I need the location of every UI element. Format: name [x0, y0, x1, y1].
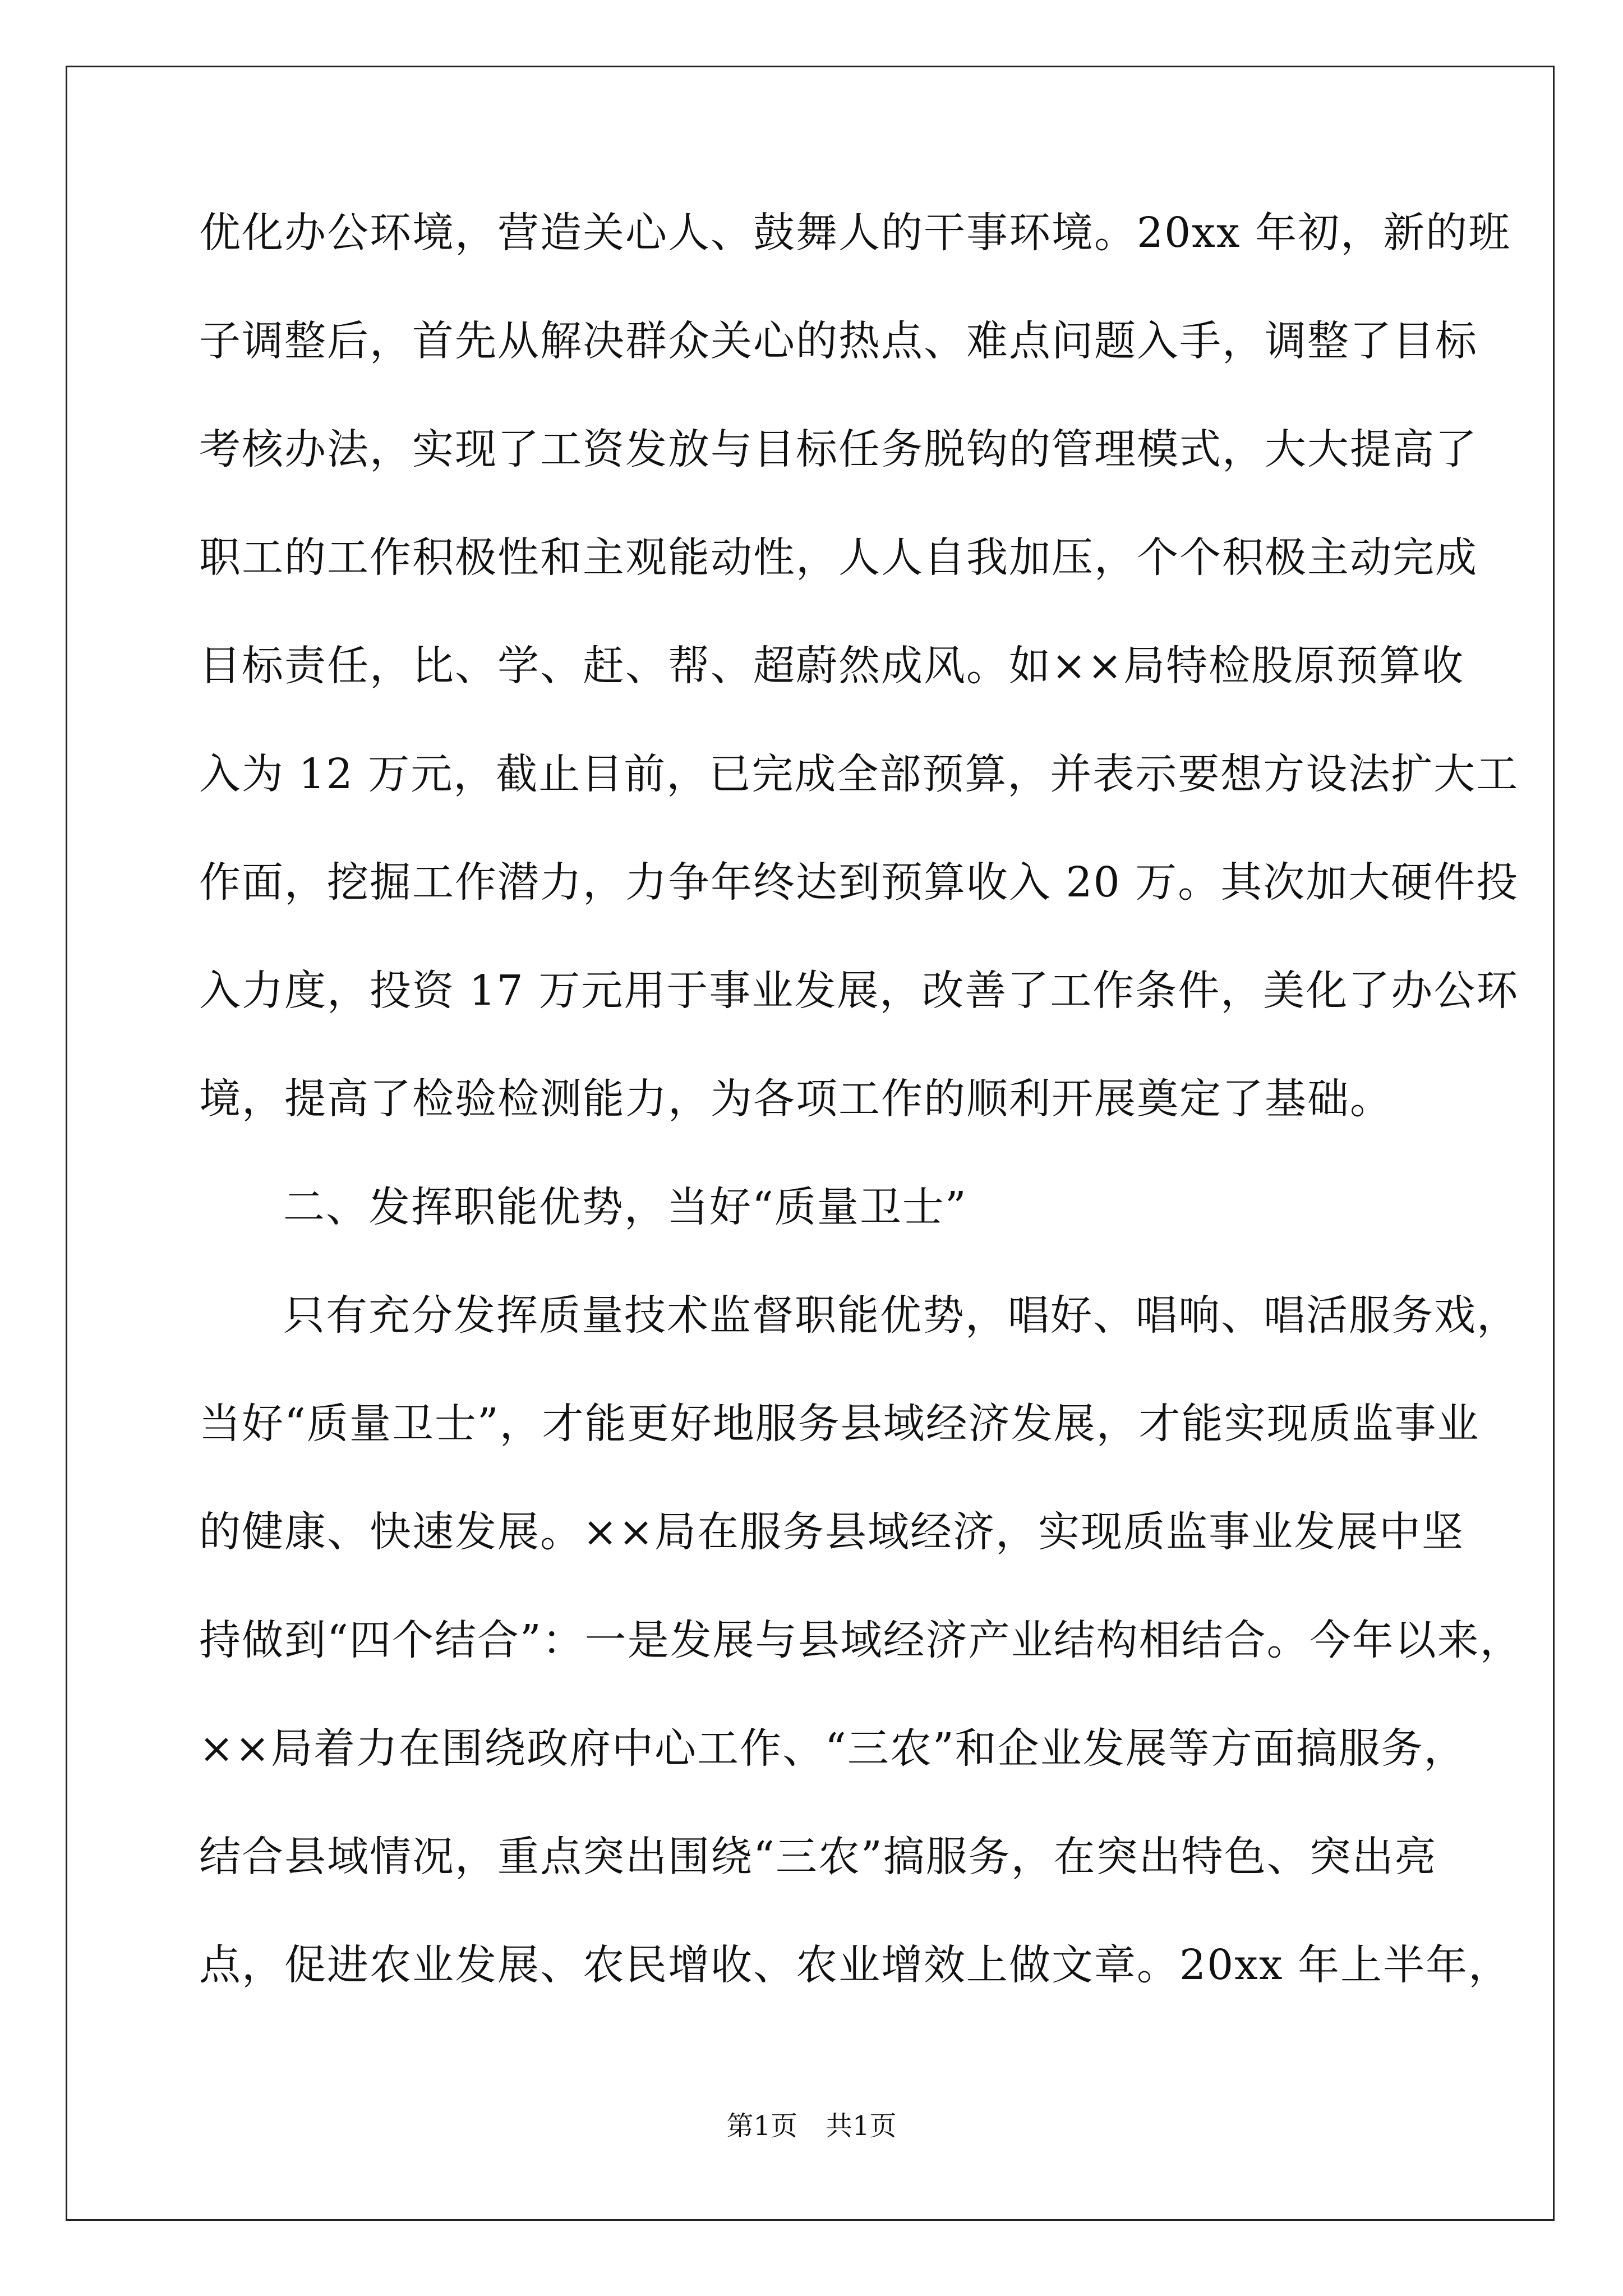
text-line: ××局着力在围绕政府中心工作、“三农”和企业发展等方面搞服务，: [199, 1724, 1467, 1773]
page-footer: [0, 2109, 1623, 2143]
text-line: 优化办公环境，营造关心人、鼓舞人的干事环境。20xx 年初，新的班: [199, 209, 1511, 257]
page-total: 共1页: [826, 2110, 897, 2142]
text-line: 结合县域情况，重点突出围绕“三农”搞服务，在突出特色、突出亮: [199, 1833, 1437, 1881]
text-line: 的健康、快速发展。××局在服务县域经济，实现质监事业发展中坚: [199, 1508, 1465, 1556]
text-line: 职工的工作积极性和主观能动性，人人自我加压，个个积极主动完成: [199, 533, 1478, 582]
text-line: 点，促进农业发展、农民增收、农业增效上做文章。20xx 年上半年，: [199, 1941, 1511, 1989]
text-line: 入力度，投资 17 万元用于事业发展，改善了工作条件，美化了办公环: [199, 967, 1519, 1015]
text-line: 子调整后，首先从解决群众关心的热点、难点问题入手，调整了目标: [199, 317, 1478, 365]
section-heading: 二、发挥职能优势，当好“质量卫士”: [283, 1183, 967, 1231]
text-line: 目标责任，比、学、赶、帮、超蔚然成风。如××局特检股原预算收: [199, 642, 1465, 690]
text-line: 持做到“四个结合”：一是发展与县域经济产业结构相结合。今年以来，: [199, 1616, 1523, 1664]
text-line: 入为 12 万元，截止目前，已完成全部预算，并表示要想方设法扩大工: [199, 750, 1519, 798]
page-number: 第1页: [726, 2110, 797, 2142]
paragraph-start-line: 只有充分发挥质量技术监督职能优势，唱好、唱响、唱活服务戏，: [283, 1291, 1519, 1340]
text-line: 当好“质量卫士”，才能更好地服务县域经济发展，才能实现质监事业: [199, 1400, 1480, 1448]
page-border: [66, 66, 1555, 2221]
text-line: 境，提高了检验检测能力，为各项工作的顺利开展奠定了基础。: [199, 1075, 1393, 1123]
text-line: 考核办法，实现了工资发放与目标任务脱钩的管理模式，大大提高了: [199, 425, 1478, 473]
text-line: 作面，挖掘工作潜力，力争年终达到预算收入 20 万。其次加大硬件投: [199, 858, 1519, 907]
